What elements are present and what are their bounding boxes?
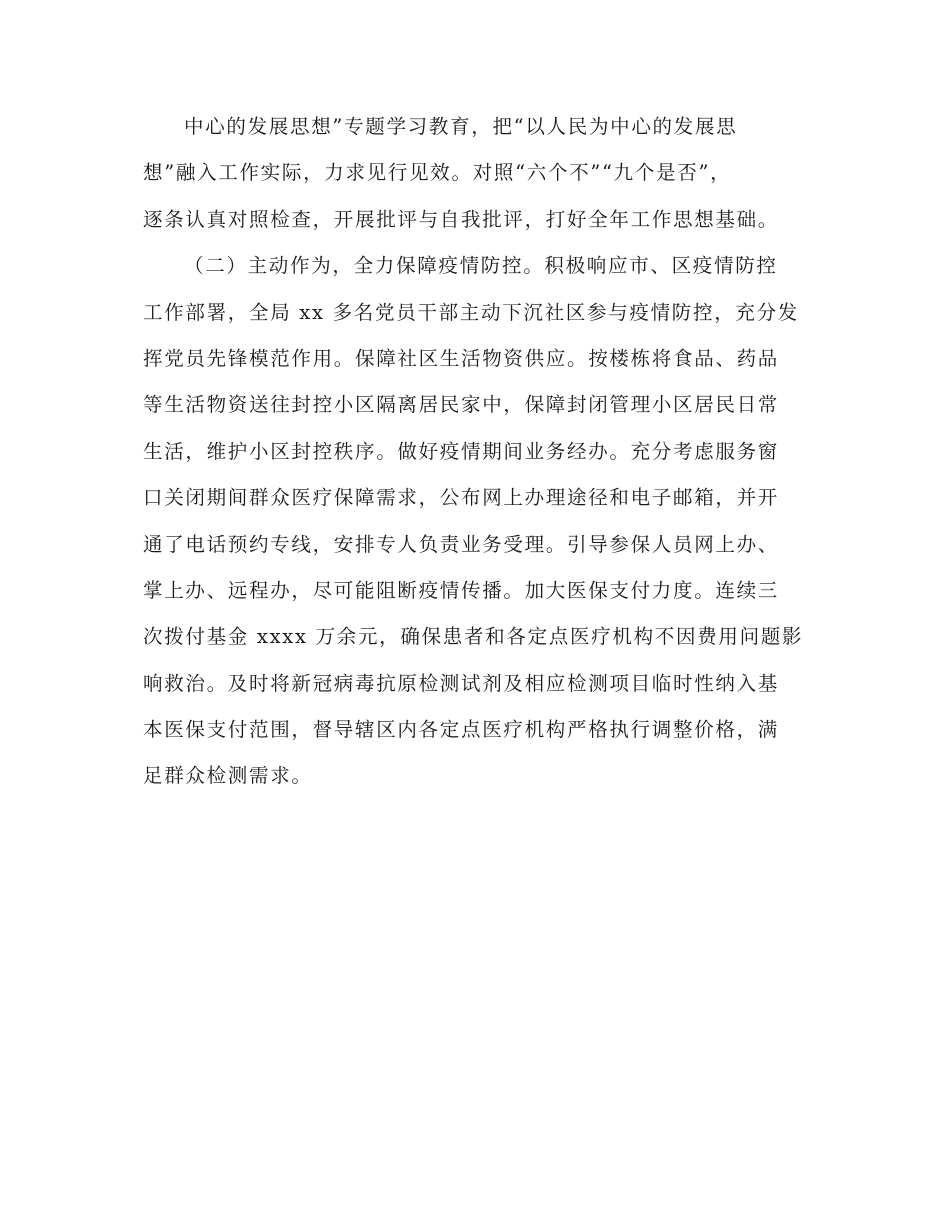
text-line: 生活，维护小区封控秩序。做好疫情期间业务经办。充分考虑服务窗 xyxy=(143,439,780,463)
text-line: （二）主动作为，全力保障疫情防控。积极响应市、区疫情防控 xyxy=(184,254,778,278)
text-line: 等生活物资送往封控小区隔离居民家中，保障封闭管理小区居民日常 xyxy=(143,393,780,417)
text-line: 工作部署，全局 xx 多名党员干部主动下沉社区参与疫情防控，充分发 xyxy=(143,300,799,324)
document-body xyxy=(143,108,833,804)
text-line: 本医保支付范围，督导辖区内各定点医疗机构严格执行调整价格，满 xyxy=(143,718,780,742)
text-line: 通了电话预约专线，安排专人负责业务受理。引导参保人员网上办、 xyxy=(143,532,780,556)
text-line: 挥党员先锋模范作用。保障社区生活物资供应。按楼栋将食品、药品 xyxy=(143,346,780,370)
text-line: 中心的发展思想”专题学习教育，把“以人民为中心的发展思 xyxy=(184,115,738,138)
text-line: 逐条认真对照检查，开展批评与自我批评，打好全年工作思想基础。 xyxy=(143,207,780,231)
text-line: 掌上办、远程办，尽可能阻断疫情传播。加大医保支付力度。连续三 xyxy=(143,578,780,602)
text-line: 响救治。及时将新冠病毒抗原检测试剂及相应检测项目临时性纳入基 xyxy=(143,671,780,695)
text-line: 口关闭期间群众医疗保障需求，公布网上办理途径和电子邮箱，并开 xyxy=(143,486,780,510)
text-line: 足群众检测需求。 xyxy=(143,764,313,788)
text-line: 想”融入工作实际，力求见行见效。对照“六个不”“九个是否”， xyxy=(143,161,732,185)
text-line: 次拨付基金 xxxx 万余元，确保患者和各定点医疗机构不因费用问题影 xyxy=(143,625,804,649)
